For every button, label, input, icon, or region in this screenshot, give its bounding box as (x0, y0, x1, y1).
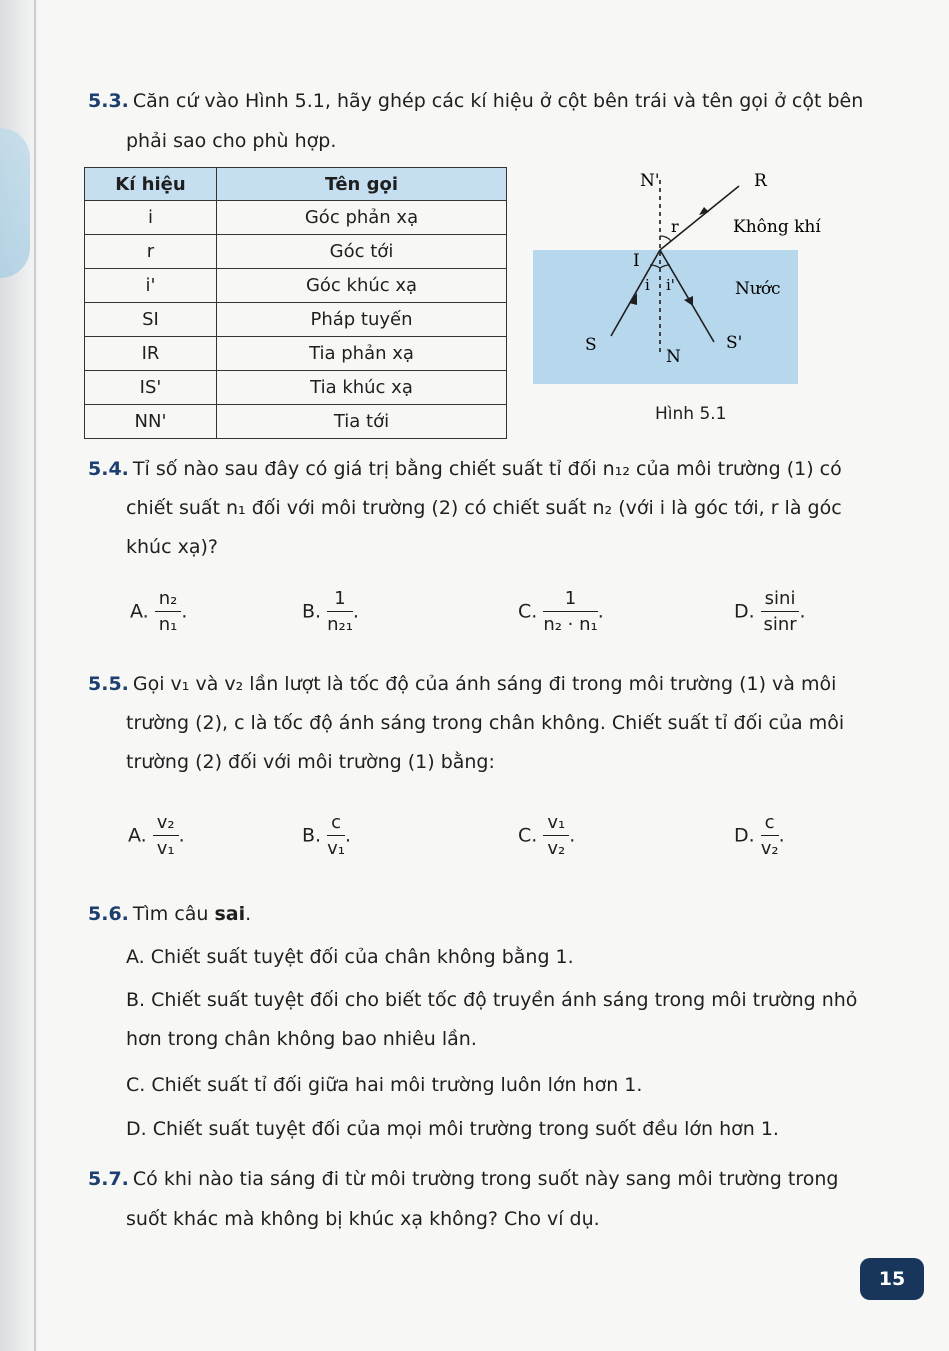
option-label: D. (734, 824, 755, 847)
symbol-cell: r (85, 235, 217, 269)
fraction-numerator: n₂ (155, 588, 182, 612)
q56-stem-text: Tìm câu (132, 903, 215, 925)
symbol-cell: IS' (85, 371, 217, 405)
option-label: B. (302, 824, 322, 847)
q55-line3: trường (2) đối với môi trường (1) bằng: (126, 751, 495, 773)
label-i-angle: i (645, 276, 650, 294)
option-tail: . (181, 600, 188, 623)
q55-option-b[interactable] (302, 812, 351, 859)
symbol-cell: IR (85, 337, 217, 371)
q54-line1 (88, 450, 842, 488)
fraction-denominator: n₁ (158, 614, 178, 635)
page-number-badge: 15 (860, 1258, 924, 1300)
q55-option-a[interactable] (128, 812, 185, 859)
label-r-point: R (754, 171, 767, 191)
q56-option-a[interactable]: A. Chiết suất tuyệt đối của chân không bằng 1. (126, 946, 574, 968)
q53-line2: phải sao cho phù hợp. (126, 130, 337, 152)
option-tail: . (352, 600, 359, 623)
fraction-numerator: 1 (327, 588, 353, 612)
option-label: C. (518, 824, 538, 847)
section-tab-marker (0, 128, 30, 278)
fraction-denominator: n₂ · n₁ (543, 614, 598, 635)
q55-option-d[interactable] (734, 812, 785, 859)
fraction (543, 812, 569, 859)
fraction-denominator: v₁ (156, 838, 175, 859)
table-row (85, 337, 507, 371)
name-cell: Góc khúc xạ (217, 269, 507, 303)
fraction-denominator: v₂ (547, 838, 566, 859)
table-header-row (85, 168, 507, 201)
fraction-denominator: sinr (763, 614, 797, 635)
q56-stem-end: . (245, 903, 252, 925)
table-row (85, 269, 507, 303)
q57-text: Có khi nào tia sáng đi từ môi trường trong suốt này sang môi trường trong (132, 1168, 839, 1190)
q57-number: 5.7. (88, 1168, 129, 1190)
symbol-cell: SI (85, 303, 217, 337)
q53-number: 5.3. (88, 90, 129, 112)
fraction-denominator: n₂₁ (327, 614, 353, 635)
fraction-numerator: sini (761, 588, 800, 612)
fraction-numerator: c (327, 812, 345, 836)
label-water: Nước (735, 279, 781, 299)
table-row (85, 201, 507, 235)
q56-option-c[interactable]: C. Chiết suất tỉ đối giữa hai môi trường luôn lớn hơn 1. (126, 1074, 643, 1096)
q54-text: Tỉ số nào sau đây có giá trị bằng chiết suất tỉ đối n₁₂ của môi trường (1) có (132, 458, 842, 480)
fraction-numerator: c (761, 812, 779, 836)
label-s-prime: S' (726, 333, 743, 353)
name-cell: Góc tới (217, 235, 507, 269)
fraction-denominator: v₁ (327, 838, 345, 859)
label-i-prime-angle: i' (666, 276, 675, 294)
option-label: A. (128, 824, 147, 847)
q54-option-d[interactable] (734, 588, 806, 635)
q57-line2: suốt khác mà không bị khúc xạ không? Cho ví dụ. (126, 1208, 600, 1230)
option-label: A. (130, 600, 149, 623)
q54-option-c[interactable] (518, 588, 604, 635)
symbol-cell: i (85, 201, 217, 235)
option-label: D. (734, 600, 755, 623)
label-n-point: N (666, 347, 681, 367)
fraction (761, 812, 779, 859)
option-tail: . (597, 600, 604, 623)
q55-text: Gọi v₁ và v₂ lần lượt là tốc độ của ánh sáng đi trong môi trường (1) và môi (132, 673, 837, 695)
header-name: Tên gọi (217, 168, 507, 201)
q56-stem-emphasis: sai (214, 903, 246, 925)
figure-caption: Hình 5.1 (655, 404, 727, 424)
table-row (85, 371, 507, 405)
matching-table (84, 167, 507, 439)
table-row (85, 303, 507, 337)
label-n-prime: N' (640, 171, 660, 191)
q55-line1 (88, 665, 836, 703)
q56-option-b-line1[interactable]: B. Chiết suất tuyệt đối cho biết tốc độ truyền ánh sáng trong môi trường nhỏ (126, 989, 858, 1011)
name-cell: Tia khúc xạ (217, 371, 507, 405)
name-cell: Pháp tuyến (217, 303, 507, 337)
q55-number: 5.5. (88, 673, 129, 695)
q55-line2: trường (2), c là tốc độ ánh sáng trong chân không. Chiết suất tỉ đối của môi (126, 712, 845, 734)
label-r-angle: r (671, 217, 679, 236)
q56-stem (88, 895, 251, 933)
name-cell: Tia phản xạ (217, 337, 507, 371)
name-cell: Tia tới (217, 405, 507, 439)
q54-line2: chiết suất n₁ đối với môi trường (2) có chiết suất n₂ (với i là góc tới, r là góc (126, 497, 842, 519)
q54-line3: khúc xạ)? (126, 536, 218, 558)
option-tail: . (799, 600, 806, 623)
fraction-numerator: v₁ (543, 812, 569, 836)
label-i-point: I (633, 251, 640, 271)
q56-option-d[interactable]: D. Chiết suất tuyệt đối của mọi môi trường trong suốt đều lớn hơn 1. (126, 1118, 779, 1140)
angle-r-arc (660, 236, 671, 241)
q56-option-b-line2[interactable]: hơn trong chân không bao nhiêu lần. (126, 1028, 477, 1050)
spine-divider (34, 0, 36, 1351)
table-row (85, 235, 507, 269)
fraction (153, 812, 179, 859)
fraction (327, 812, 345, 859)
q54-option-a[interactable] (130, 588, 187, 635)
option-tail: . (778, 824, 785, 847)
table-row (85, 405, 507, 439)
symbol-cell: i' (85, 269, 217, 303)
refraction-figure (533, 166, 821, 420)
fraction-numerator: 1 (543, 588, 597, 612)
q53-text: Căn cứ vào Hình 5.1, hãy ghép các kí hiệu ở cột bên trái và tên gọi ở cột bên (132, 90, 864, 112)
fraction (543, 588, 597, 635)
option-tail: . (178, 824, 185, 847)
fraction (327, 588, 353, 635)
header-symbol: Kí hiệu (85, 168, 217, 201)
name-cell: Góc phản xạ (217, 201, 507, 235)
q56-number: 5.6. (88, 903, 129, 925)
fraction-denominator: v₂ (760, 838, 779, 859)
label-s-point: S (585, 335, 597, 355)
fraction-numerator: v₂ (153, 812, 179, 836)
q54-option-b[interactable] (302, 588, 359, 635)
option-label: B. (302, 600, 322, 623)
option-tail: . (344, 824, 352, 847)
option-tail: . (569, 824, 576, 847)
q54-number: 5.4. (88, 458, 129, 480)
option-label: C. (518, 600, 538, 623)
fraction (155, 588, 182, 635)
q53-line1 (88, 82, 863, 120)
fraction (761, 588, 800, 635)
q55-option-c[interactable] (518, 812, 575, 859)
label-air: Không khí (733, 217, 821, 237)
q57-line1 (88, 1160, 838, 1198)
symbol-cell: NN' (85, 405, 217, 439)
